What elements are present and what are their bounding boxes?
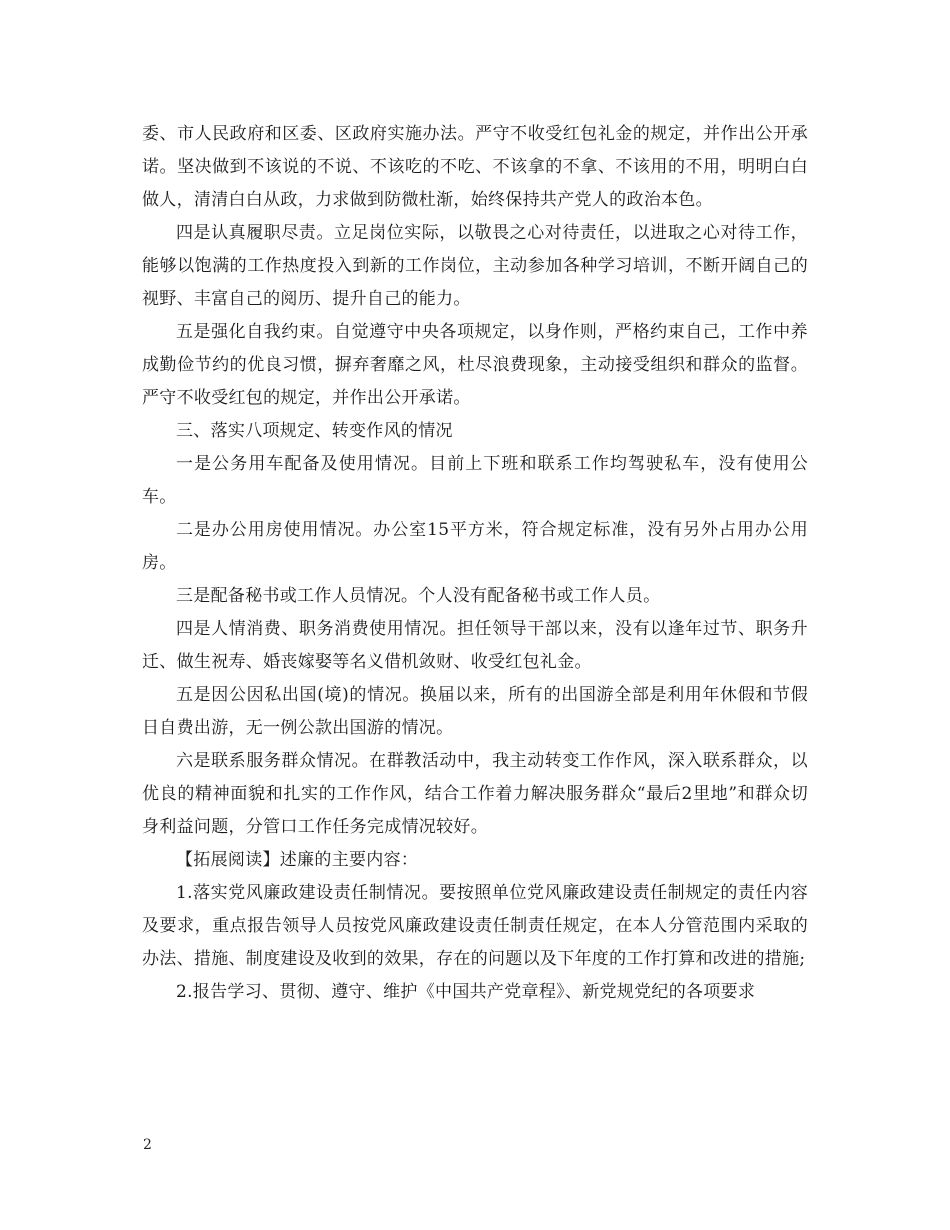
- paragraph-6: 二是办公用房使用情况。办公室15平方米，符合规定标准，没有另外占用办公用房。: [142, 520, 808, 573]
- paragraph-2: 四是认真履职尽责。立足岗位实际，以敬畏之心对待责任，以进取之心对待工作，能够以饱满的工作热度投入到新的工作岗位，主动参加各种学习培训，不断开阔自己的视野、丰富自己的阅历、提升自己的能力。: [142, 223, 808, 309]
- paragraph-7: 三是配备秘书或工作人员情况。个人没有配备秘书或工作人员。: [176, 586, 661, 606]
- extended-reading-heading: 【拓展阅读】述廉的主要内容：: [176, 850, 419, 870]
- document-body: [142, 118, 808, 1009]
- paragraph-3: 五是强化自我约束。自觉遵守中央各项规定，以身作则，严格约束自己，工作中养成勤俭节约的优良习惯，摒弃奢靡之风，杜尽浪费现象，主动接受组织和群众的监督。严守不收受红包的规定，并作出公开承诺。: [142, 322, 808, 408]
- paragraph-9: 五是因公因私出国(境)的情况。换届以来，所有的出国游全部是利用年休假和节假日自费出游，无一例公款出国游的情况。: [142, 685, 808, 738]
- page-number: 2: [143, 1137, 152, 1153]
- paragraph-10: 六是联系服务群众情况。在群教活动中，我主动转变工作作风，深入联系群众，以优良的精神面貌和扎实的工作作风，结合工作着力解决服务群众“最后2里地”和群众切身利益问题，分管口工作任务完成情况较好。: [142, 751, 808, 837]
- paragraph-12: 1.落实党风廉政建设责任制情况。要按照单位党风廉政建设责任制规定的责任内容及要求，重点报告领导人员按党风廉政建设责任制责任规定，在本人分管范围内采取的办法、措施、制度建设及收到的效果，存在的问题以及下年度的工作打算和改进的措施;: [142, 883, 808, 969]
- paragraph-5: 一是公务用车配备及使用情况。目前上下班和联系工作均驾驶私车，没有使用公车。: [142, 454, 808, 507]
- paragraph-8: 四是人情消费、职务消费使用情况。担任领导干部以来，没有以逢年过节、职务升迁、做生祝寿、婚丧嫁娶等名义借机敛财、收受红包礼金。: [142, 619, 808, 672]
- paragraph-1: 委、市人民政府和区委、区政府实施办法。严守不收受红包礼金的规定，并作出公开承诺。坚决做到不该说的不说、不该吃的不吃、不该拿的不拿、不该用的不用，明明白白做人，清清白白从政，力求做到防微杜渐，始终保持共产党人的政治本色。: [142, 124, 808, 210]
- paragraph-13: 2.报告学习、贯彻、遵守、维护《中国共产党章程》、新党规党纪的各项要求: [176, 982, 756, 1002]
- section-heading: 三、落实八项规定、转变作风的情况: [176, 421, 453, 441]
